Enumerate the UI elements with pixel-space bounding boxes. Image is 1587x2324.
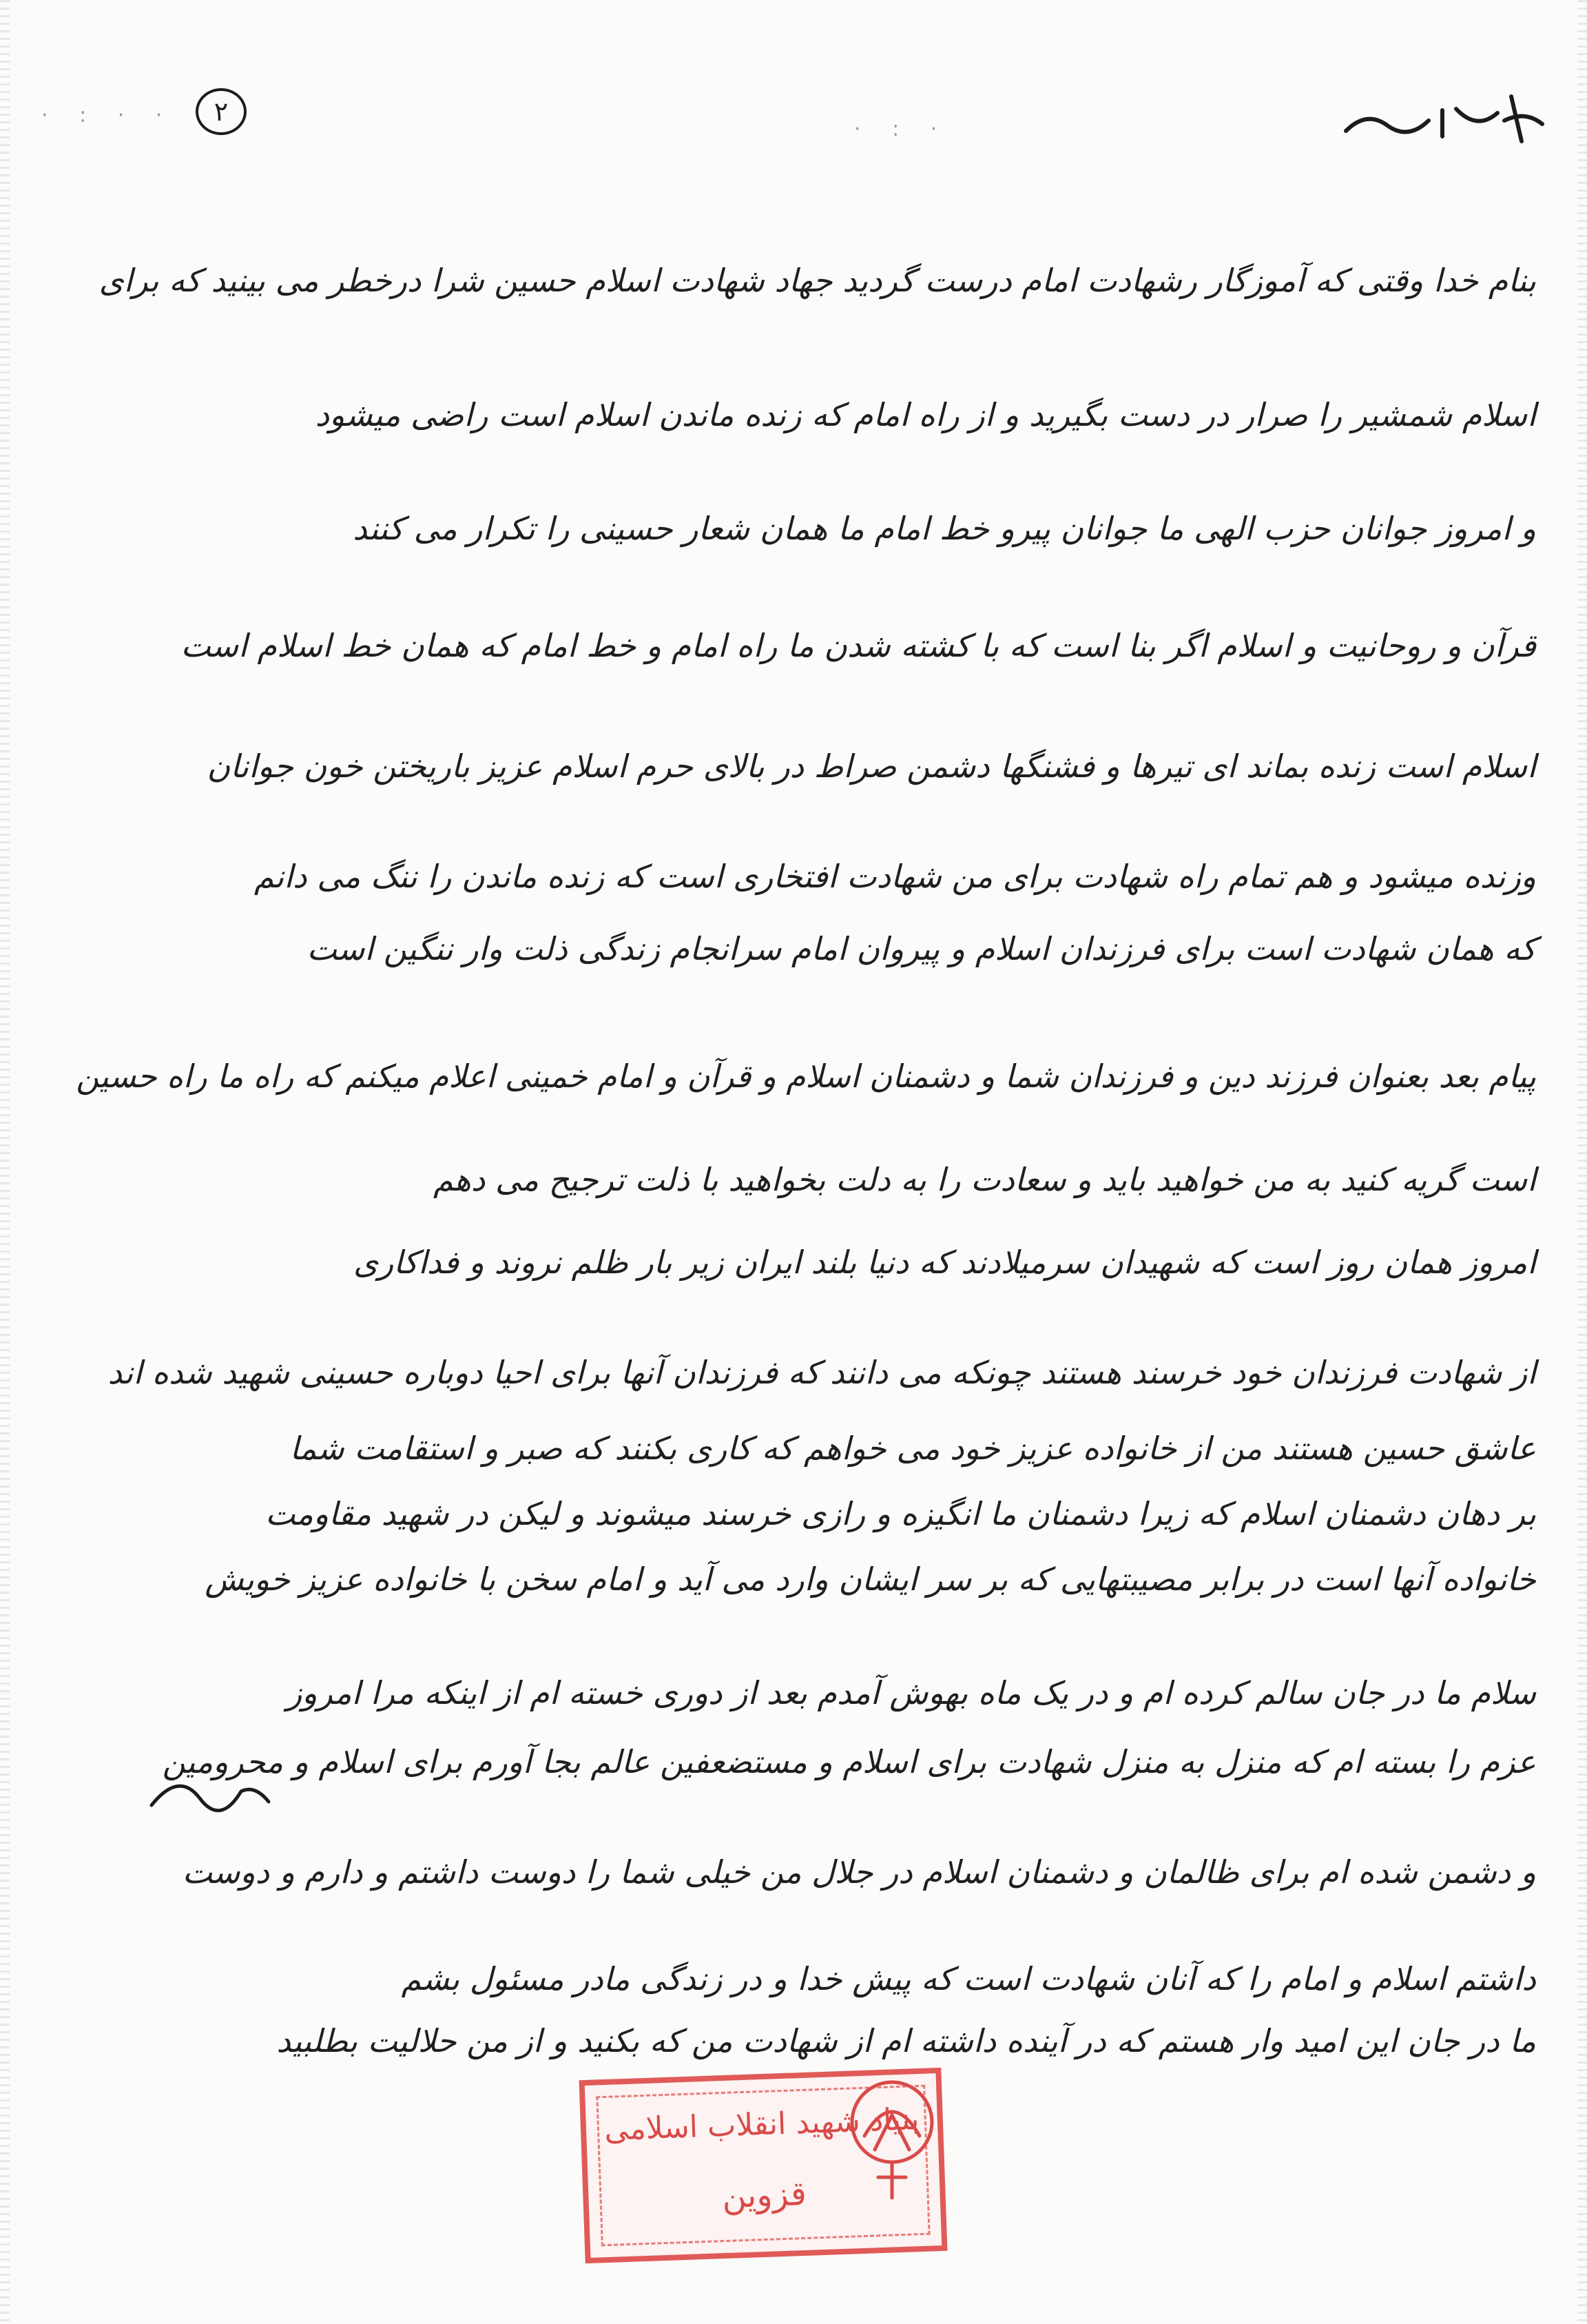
- stamp-organization: بنیاد شهید انقلاب اسلامی: [603, 2101, 920, 2148]
- page-number: ۲: [214, 96, 229, 127]
- letter-line: داشتم اسلام و امام را که آنان شهادت است که پیش خدا و در زندگی مادر مسئول بشم: [401, 1960, 1536, 1997]
- letter-line: پیام بعد بعنوان فرزند دین و فرزندان شما و دشمنان اسلام و قرآن و امام خمینی اعلام میکنم که راه ما راه حسین: [76, 1058, 1536, 1095]
- bismillah-scribble-icon: [1339, 83, 1546, 145]
- letter-line: و دشمن شده ام برای ظالمان و دشمنان اسلام در جلال من خیلی شما را دوست داشتم و دارم و دوست: [182, 1853, 1536, 1891]
- letter-line: بر دهان دشمنان اسلام که زیرا دشمنان ما انگیزه و رازی خرسند میشوند و لیکن در شهید مقاومت: [265, 1495, 1536, 1532]
- letter-line: که همان شهادت است برای فرزندان اسلام و پیروان امام سرانجام زندگی ذلت وار ننگین است: [307, 930, 1536, 967]
- letter-line: بنام خدا وقتی که آموزگار رشهادت امام درست گردید جهاد شهادت اسلام حسین شرا درخطر می بینید که برای: [98, 262, 1536, 299]
- faint-marks-center: · : ·: [854, 117, 950, 141]
- emblem-icon: [837, 2074, 947, 2205]
- letter-line: و امروز جوانان حزب الهی ما جوانان پیرو خط امام ما همان شعار حسینی را تکرار می کنند: [353, 510, 1536, 547]
- faint-marks-left: · : · ·: [41, 103, 175, 127]
- letter-line: است گریه کنید به من خواهید باید و سعادت را به دلت بخواهید با ذلت ترجیح می دهم: [433, 1161, 1536, 1198]
- letter-line: قرآن و روحانیت و اسلام اگر بنا است که با کشته شدن ما راه امام و خط امام که همان خط اسلام است: [180, 627, 1536, 664]
- letter-line: عاشق حسین هستند من از خانواده عزیز خود می خواهم که کاری بکنند که صبر و استقامت شما: [289, 1430, 1536, 1467]
- signature-scribble-icon: [138, 1764, 276, 1819]
- letter-line: امروز همان روز است که شهیدان سرمیلادند که دنیا بلند ایران زیر بار ظلم نروند و فداکاری: [353, 1244, 1536, 1281]
- letter-line: عزم را بسته ام که منزل به منزل شهادت برای اسلام و مستضعفین عالم بجا آورم برای اسلام و محرومین: [162, 1743, 1536, 1780]
- scan-edge-right: [1577, 0, 1587, 2324]
- page-number-circle: [196, 88, 247, 135]
- letter-line: سلام ما در جان سالم کرده ام و در یک ماه بهوش آمدم بعد از دوری خسته ام از اینکه مرا امروز: [287, 1674, 1536, 1711]
- stamp-city: قزوین: [721, 2174, 807, 2217]
- letter-line: وزنده میشود و هم تمام راه شهادت برای من شهادت افتخاری است که زنده ماندن را ننگ می دانم: [253, 858, 1536, 895]
- scan-edge-left: [0, 0, 10, 2324]
- letter-line: اسلام است زنده بماند ای تیرها و فشنگها دشمن صراط در بالای حرم اسلام عزیز باریختن خون جوانان: [207, 748, 1536, 785]
- letter-line: از شهادت فرزندان خود خرسند هستند چونکه می دانند که فرزندان آنها برای احیا دوباره حسینی شهید شده اند: [107, 1354, 1536, 1391]
- letter-line: ما در جان این امید وار هستم که در آینده داشته ام از شهادت من که بکنید و از من حلالیت بطلبید: [276, 2022, 1536, 2059]
- letter-line: اسلام شمشیر را صرار در دست بگیرید و از راه امام که زنده ماندن اسلام است راضی میشود: [315, 396, 1536, 433]
- letter-line: خانواده آنها است در برابر مصیبتهایی که بر سر ایشان وارد می آید و امام سخن با خانواده عزیز خویش: [205, 1561, 1536, 1598]
